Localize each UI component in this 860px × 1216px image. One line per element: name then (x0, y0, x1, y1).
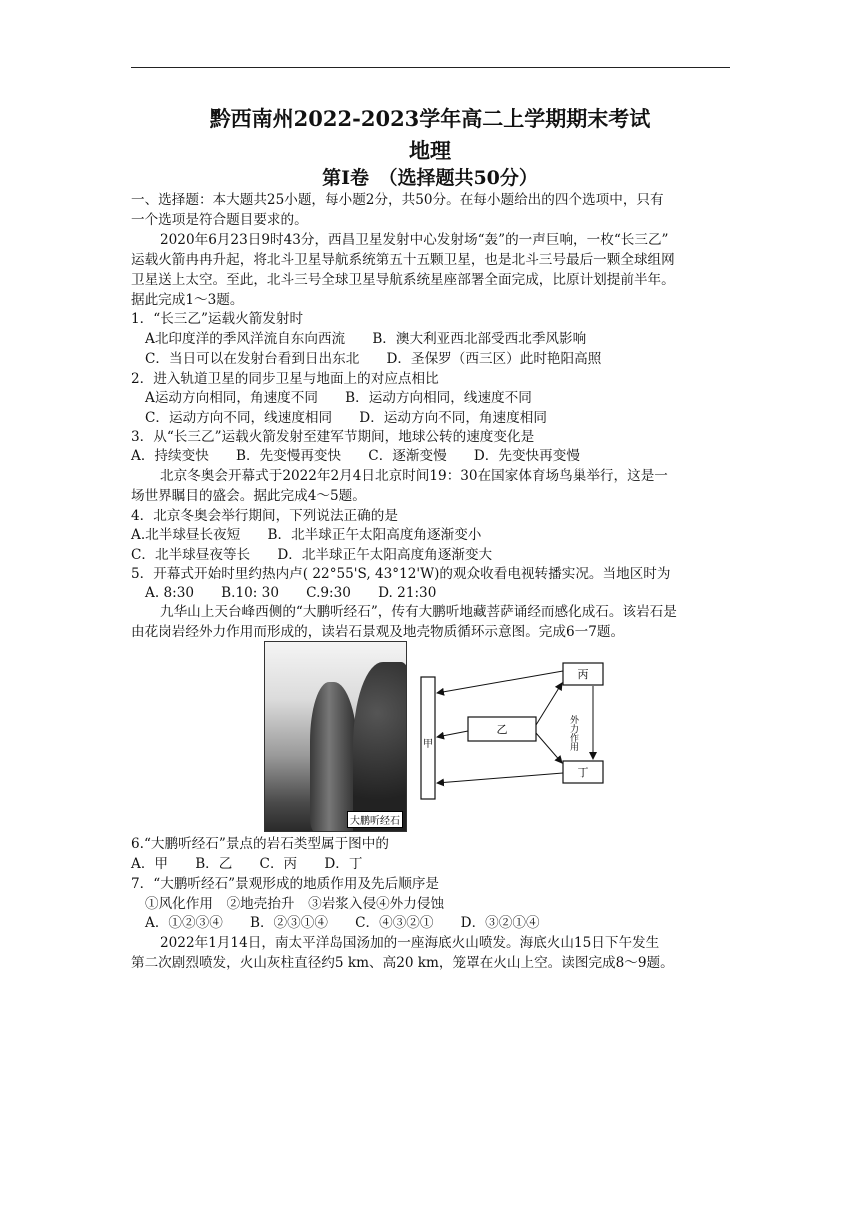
text-line: 北京冬奥会开幕式于2022年2月4日北京时间19：30在国家体育场鸟巢举行，这是一 (160, 468, 668, 484)
question-option: ①风化作用 ②地壳抬升 ③岩浆入侵④外力侵蚀 (145, 896, 445, 912)
question-1: 1．“长三乙”运载火箭发射时 (131, 311, 304, 327)
question-option: A.北半球昼长夜短 B．北半球正午太阳高度角逐渐变小 (131, 527, 482, 543)
question-3: 3．从“长三乙”运载火箭发射至建军节期间，地球公转的速度变化是 (131, 429, 535, 445)
question-option: A．甲 B．乙 C．丙 D．丁 (131, 856, 363, 872)
text-line: 由花岗岩经外力作用而形成的，读岩石景观及地壳物质循环示意图。完成6一7题。 (131, 624, 625, 640)
box-jia (421, 677, 435, 799)
question-5: 5．开幕式开始时里约热内卢( 22°55'S, 43°12'W)的观众收看电视转播实况。当地区时为 (131, 566, 671, 582)
label-bing: 丙 (577, 668, 589, 681)
subject-title: 地理 (409, 138, 451, 163)
label-yi: 乙 (496, 723, 508, 736)
question-option: C．北半球昼夜等长 D．北半球正午太阳高度角逐渐变大 (131, 547, 493, 563)
exam-title: 黔西南州2022-2023学年高二上学期期末考试 (209, 106, 651, 131)
text-line: 一个选项是符合题目要求的。 (131, 212, 308, 228)
text-line: 九华山上天台峰西侧的“大鹏听经石”，传有大鹏听地藏菩萨诵经而感化成石。该岩石是 (160, 604, 677, 620)
text-line: 据此完成1～3题。 (131, 292, 244, 308)
question-option: C．当日可以在发射台看到日出东北 D．圣保罗（西三区）此时艳阳高照 (145, 351, 602, 367)
question-6: 6.“大鹏听经石”景点的岩石类型属于图中的 (131, 836, 389, 852)
section-title: 第Ⅰ卷 （选择题共50分） (322, 167, 538, 189)
text-line: 卫星送上太空。至此，北斗三号全球卫星导航系统星座部署全面完成，比原计划提前半年。 (131, 272, 675, 288)
question-option: A．①②③④ B．②③①④ C．④③②① D．③②①④ (145, 915, 540, 931)
text-line: 第二次剧烈喷发，火山灰柱直径约5 km、高20 km，笼罩在火山上空。读图完成8～9题。 (131, 955, 674, 971)
question-option: A. 8:30 B.10: 30 C.9:30 D. 21:30 (145, 585, 437, 601)
label-ding: 丁 (577, 766, 589, 779)
text-line: 2022年1月14日，南太平洋岛国汤加的一座海底火山喷发。海底火山15日下午发生 (160, 935, 660, 951)
top-rule (131, 67, 730, 68)
label-jia: 甲 (423, 739, 433, 750)
text-line: 场世界瞩目的盛会。据此完成4～5题。 (131, 488, 366, 504)
question-2: 2．进入轨道卫星的同步卫星与地面上的对应点相比 (131, 371, 439, 387)
rock-shape (310, 682, 358, 832)
rock-cycle-diagram (418, 655, 608, 805)
label-external-force: 外力作用 (568, 715, 578, 751)
text-line: 2020年6月23日9时43分，西昌卫星发射中心发射场“轰”的一声巨响，一枚“长三乙” (160, 232, 669, 248)
text-line: 一、选择题：本大题共25小题，每小题2分，共50分。在每小题给出的四个选项中，只有 (131, 192, 664, 208)
question-option: A北印度洋的季风洋流自东向西流 B．澳大利亚西北部受西北季风影响 (145, 331, 587, 347)
question-option: C．运动方向不同，线速度相同 D．运动方向不同，角速度相同 (145, 410, 547, 426)
question-4: 4．北京冬奥会举行期间，下列说法正确的是 (131, 508, 398, 524)
photo-caption: 大鹏听经石 (347, 811, 403, 828)
question-7: 7．“大鹏听经石”景观形成的地质作用及先后顺序是 (131, 876, 440, 892)
rock-photo (264, 641, 407, 832)
text-line: 运载火箭冉冉升起，将北斗卫星导航系统第五十五颗卫星，也是北斗三号最后一颗全球组网 (131, 252, 675, 268)
tree-shape (353, 662, 407, 832)
question-option: A．持续变快 B．先变慢再变快 C．逐渐变慢 D．先变快再变慢 (131, 448, 580, 464)
question-option: A运动方向相同，角速度不同 B．运动方向相同，线速度不同 (145, 390, 532, 406)
